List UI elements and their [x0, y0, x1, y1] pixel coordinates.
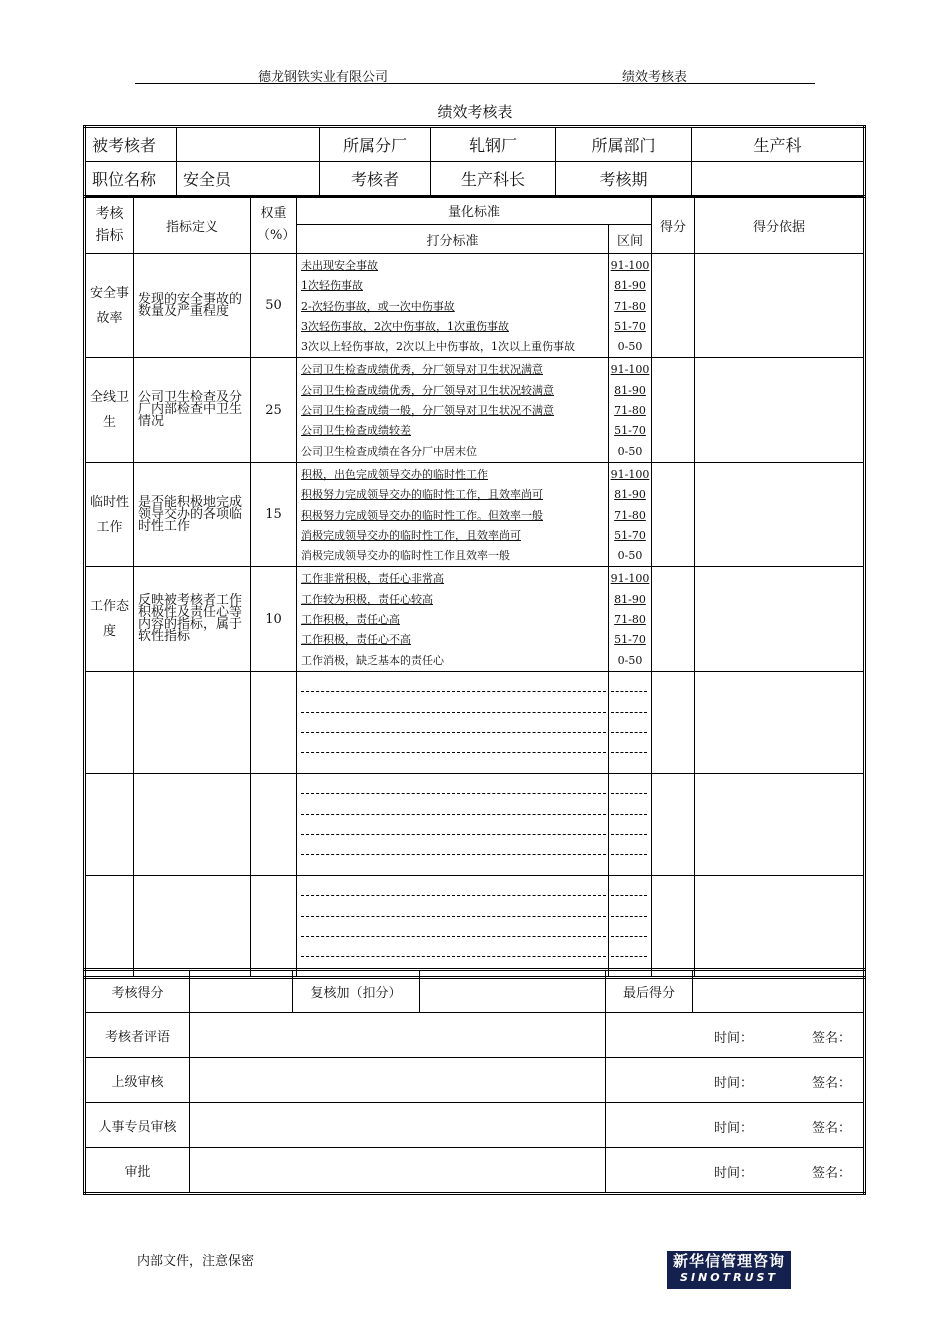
indicator-row: [85, 462, 865, 566]
blank-name-cell[interactable]: [85, 773, 134, 875]
range-item: 51-70: [614, 633, 646, 647]
criteria-list: [297, 567, 609, 671]
blank-criteria-cell[interactable]: [297, 773, 609, 875]
criteria-item: 公司卫生检查成绩一般，分厂领导对卫生状况不满意: [301, 404, 554, 418]
label-appraiser-comment: 考核者评语: [85, 1013, 190, 1058]
sinotrust-logo: [667, 1251, 791, 1289]
criteria-item: 工作积极，责任心高: [301, 613, 400, 627]
blank-line: [611, 876, 647, 896]
blank-range-cell[interactable]: [609, 671, 652, 773]
col-criteria: 打分标准: [297, 225, 609, 254]
score-input[interactable]: [652, 254, 695, 358]
col-indicator: 考核指标: [85, 197, 134, 254]
indicator-row: [85, 567, 865, 671]
empty-indicator-row: [85, 773, 865, 875]
blank-line: [611, 937, 647, 957]
range-item: 81-90: [614, 279, 646, 293]
range-item: 71-80: [614, 299, 646, 313]
range-list: [609, 254, 652, 358]
criteria-item: 消极完成领导交办的临时性工作且效率一般: [301, 549, 510, 563]
blank-name-cell[interactable]: [85, 671, 134, 773]
blank-line: [611, 815, 647, 835]
page-title: 绩效考核表: [437, 103, 513, 121]
range-item: 91-100: [610, 259, 650, 272]
range-item: 0-50: [617, 444, 643, 458]
signature-block: [606, 1103, 865, 1148]
label-appraisee: 被考核者: [85, 127, 177, 162]
info-table: [83, 125, 866, 198]
range-item: 91-100: [610, 572, 650, 586]
indicator-weight: 10: [251, 567, 297, 671]
label-period: 考核期: [556, 162, 692, 197]
header-divider: [135, 83, 815, 84]
score-input[interactable]: [652, 462, 695, 566]
header-company: 德龙钢铁实业有限公司: [258, 70, 389, 85]
col-definition: 指标定义: [134, 197, 251, 254]
score-input[interactable]: [652, 567, 695, 671]
criteria-item: 积极，出色完成领导交办的临时性工作: [301, 467, 488, 481]
range-item: 71-80: [614, 404, 646, 418]
comment-input[interactable]: [190, 1013, 606, 1058]
range-item: 71-80: [614, 508, 646, 522]
basis-input[interactable]: [695, 567, 865, 671]
criteria-item: 未出现安全事故: [301, 259, 378, 272]
sign-label: 签名：: [812, 1121, 852, 1136]
criteria-item: 公司卫生检查成绩较差: [301, 424, 411, 438]
time-label: 时间：: [714, 1166, 754, 1181]
blank-line: [301, 835, 606, 855]
range-item: 51-70: [614, 319, 646, 333]
header-doc-type: 绩效考核表: [622, 70, 688, 85]
col-quant: 量化标准: [297, 197, 652, 225]
criteria-list: [297, 358, 609, 462]
label-supervisor-review: 上级审核: [85, 1058, 190, 1103]
blank-line: [611, 692, 647, 712]
blank-line: [611, 835, 647, 855]
criteria-item: 3次轻伤事故，2次中伤事故，1次重伤事故: [301, 319, 509, 333]
label-department: 所属部门: [556, 127, 692, 162]
logo-en-text: SINOTRUST: [680, 1271, 778, 1284]
indicator-name: 工作态度: [85, 567, 134, 671]
range-item: 0-50: [617, 549, 643, 563]
time-label: 时间：: [714, 1121, 754, 1136]
basis-input[interactable]: [695, 462, 865, 566]
criteria-item: 1次轻伤事故: [301, 279, 363, 293]
empty-indicator-row: [85, 875, 865, 977]
blank-definition-cell[interactable]: [134, 671, 251, 773]
blank-criteria-cell[interactable]: [297, 671, 609, 773]
sign-label: 签名：: [812, 1166, 852, 1181]
final-score-input[interactable]: [693, 970, 865, 1013]
logo-cn-text: 新华信管理咨询: [672, 1252, 785, 1270]
blank-definition-cell[interactable]: [134, 773, 251, 875]
blank-line: [611, 917, 647, 937]
criteria-item: 公司卫生检查成绩在各分厂中居末位: [301, 444, 477, 458]
blank-line: [301, 815, 606, 835]
criteria-item: 消极完成领导交办的临时性工作，且效率尚可: [301, 528, 521, 542]
indicator-table: [83, 196, 866, 979]
label-position: 职位名称: [85, 162, 177, 197]
value-period[interactable]: [692, 162, 865, 197]
approval-table: [83, 968, 866, 1195]
criteria-item: 公司卫生检查成绩优秀，分厂领导对卫生状况较满意: [301, 383, 554, 397]
criteria-item: 工作消极，缺乏基本的责任心: [301, 653, 444, 667]
criteria-item: 积极努力完成领导交办的临时性工作。但效率一般: [301, 508, 543, 522]
blank-line: [301, 692, 606, 712]
recheck-input[interactable]: [420, 970, 606, 1013]
blank-line: [611, 794, 647, 814]
value-appraisee[interactable]: [177, 127, 320, 162]
range-list: [609, 462, 652, 566]
criteria-item: 工作非常积极，责任心非常高: [301, 572, 444, 586]
basis-input[interactable]: [695, 358, 865, 462]
label-hr-review: 人事专员审核: [85, 1103, 190, 1148]
indicator-row: [85, 254, 865, 358]
supervisor-input[interactable]: [190, 1058, 606, 1103]
indicator-name: 安全事故率: [85, 254, 134, 358]
basis-input[interactable]: [695, 671, 865, 773]
basis-input[interactable]: [695, 254, 865, 358]
blank-line: [301, 794, 606, 814]
blank-name-cell[interactable]: [85, 875, 134, 977]
blank-criteria-cell[interactable]: [297, 875, 609, 977]
criteria-item: 2-次轻伤事故，或一次中伤事故: [301, 299, 455, 313]
indicator-definition: 反映被考核者工作积极性及责任心等内容的指标，属于软性指标: [134, 567, 251, 671]
blank-line: [611, 774, 647, 794]
signature-block: [606, 1148, 865, 1194]
range-item: 71-80: [614, 613, 646, 627]
range-item: 81-90: [614, 488, 646, 502]
hr-input[interactable]: [190, 1103, 606, 1148]
blank-range-cell[interactable]: [609, 875, 652, 977]
sign-label: 签名：: [812, 1076, 852, 1091]
value-branch[interactable]: 轧钢厂: [431, 127, 556, 162]
time-label: 时间：: [714, 1031, 754, 1046]
indicator-row: [85, 358, 865, 462]
blank-line: [301, 937, 606, 957]
criteria-item: 积极努力完成领导交办的临时性工作，且效率尚可: [301, 488, 543, 502]
basis-input[interactable]: [695, 773, 865, 875]
value-appraiser[interactable]: 生产科长: [431, 162, 556, 197]
indicator-name: 临时性工作: [85, 462, 134, 566]
blank-line: [301, 733, 606, 753]
label-final-score: 最后得分: [606, 970, 693, 1013]
blank-weight-cell[interactable]: [251, 875, 297, 977]
score-input[interactable]: [652, 773, 695, 875]
criteria-list: [297, 254, 609, 358]
blank-weight-cell[interactable]: [251, 773, 297, 875]
range-list: [609, 567, 652, 671]
range-item: 51-70: [614, 528, 646, 542]
blank-line: [301, 876, 606, 896]
range-item: 81-90: [614, 592, 646, 606]
blank-line: [301, 774, 606, 794]
indicator-name: 全线卫生: [85, 358, 134, 462]
blank-weight-cell[interactable]: [251, 671, 297, 773]
blank-line: [301, 672, 606, 692]
label-approval: 审批: [85, 1148, 190, 1194]
label-score: 考核得分: [85, 970, 190, 1013]
confidential-note: 内部文件，注意保密: [137, 1254, 255, 1269]
indicator-definition: 发现的安全事故的数量及严重程度: [134, 254, 251, 358]
indicator-weight: 50: [251, 254, 297, 358]
score-input[interactable]: [652, 358, 695, 462]
range-item: 51-70: [614, 424, 646, 438]
score-total-input[interactable]: [190, 970, 293, 1013]
blank-line: [611, 733, 647, 753]
blank-range-cell[interactable]: [609, 773, 652, 875]
sign-label: 签名：: [812, 1031, 852, 1046]
criteria-item: 3次以上轻伤事故，2次以上中伤事故，1次以上重伤事故: [301, 340, 575, 354]
range-item: 91-100: [610, 363, 650, 377]
label-recheck: 复核加（扣分）: [293, 970, 420, 1013]
range-item: 0-50: [617, 653, 643, 667]
blank-line: [611, 896, 647, 916]
criteria-item: 工作积极，责任心不高: [301, 633, 411, 647]
score-input[interactable]: [652, 671, 695, 773]
value-position[interactable]: 安全员: [177, 162, 320, 197]
time-label: 时间：: [714, 1076, 754, 1091]
label-branch: 所属分厂: [320, 127, 431, 162]
label-appraiser: 考核者: [320, 162, 431, 197]
criteria-list: [297, 462, 609, 566]
signature-block: [606, 1058, 865, 1103]
blank-line: [611, 713, 647, 733]
blank-line: [301, 896, 606, 916]
col-weight: 权重（%）: [251, 197, 297, 254]
value-department[interactable]: 生产科: [692, 127, 865, 162]
basis-input[interactable]: [695, 875, 865, 977]
blank-definition-cell[interactable]: [134, 875, 251, 977]
indicator-weight: 25: [251, 358, 297, 462]
criteria-item: 公司卫生检查成绩优秀，分厂领导对卫生状况满意: [301, 363, 543, 377]
criteria-item: 工作较为积极，责任心较高: [301, 592, 433, 606]
blank-line: [611, 672, 647, 692]
empty-indicator-row: [85, 671, 865, 773]
blank-line: [301, 917, 606, 937]
range-list: [609, 358, 652, 462]
signature-block: [606, 1013, 865, 1058]
col-score: 得分: [652, 197, 695, 254]
indicator-weight: 15: [251, 462, 297, 566]
col-basis: 得分依据: [695, 197, 865, 254]
col-range: 区间: [609, 225, 652, 254]
blank-line: [301, 713, 606, 733]
score-input[interactable]: [652, 875, 695, 977]
indicator-definition: 公司卫生检查及分厂内部检查中卫生情况: [134, 358, 251, 462]
approval-input[interactable]: [190, 1148, 606, 1194]
range-item: 81-90: [614, 383, 646, 397]
indicator-definition: 是否能积极地完成领导交办的各项临时性工作: [134, 462, 251, 566]
range-item: 91-100: [610, 467, 650, 481]
range-item: 0-50: [617, 340, 643, 354]
